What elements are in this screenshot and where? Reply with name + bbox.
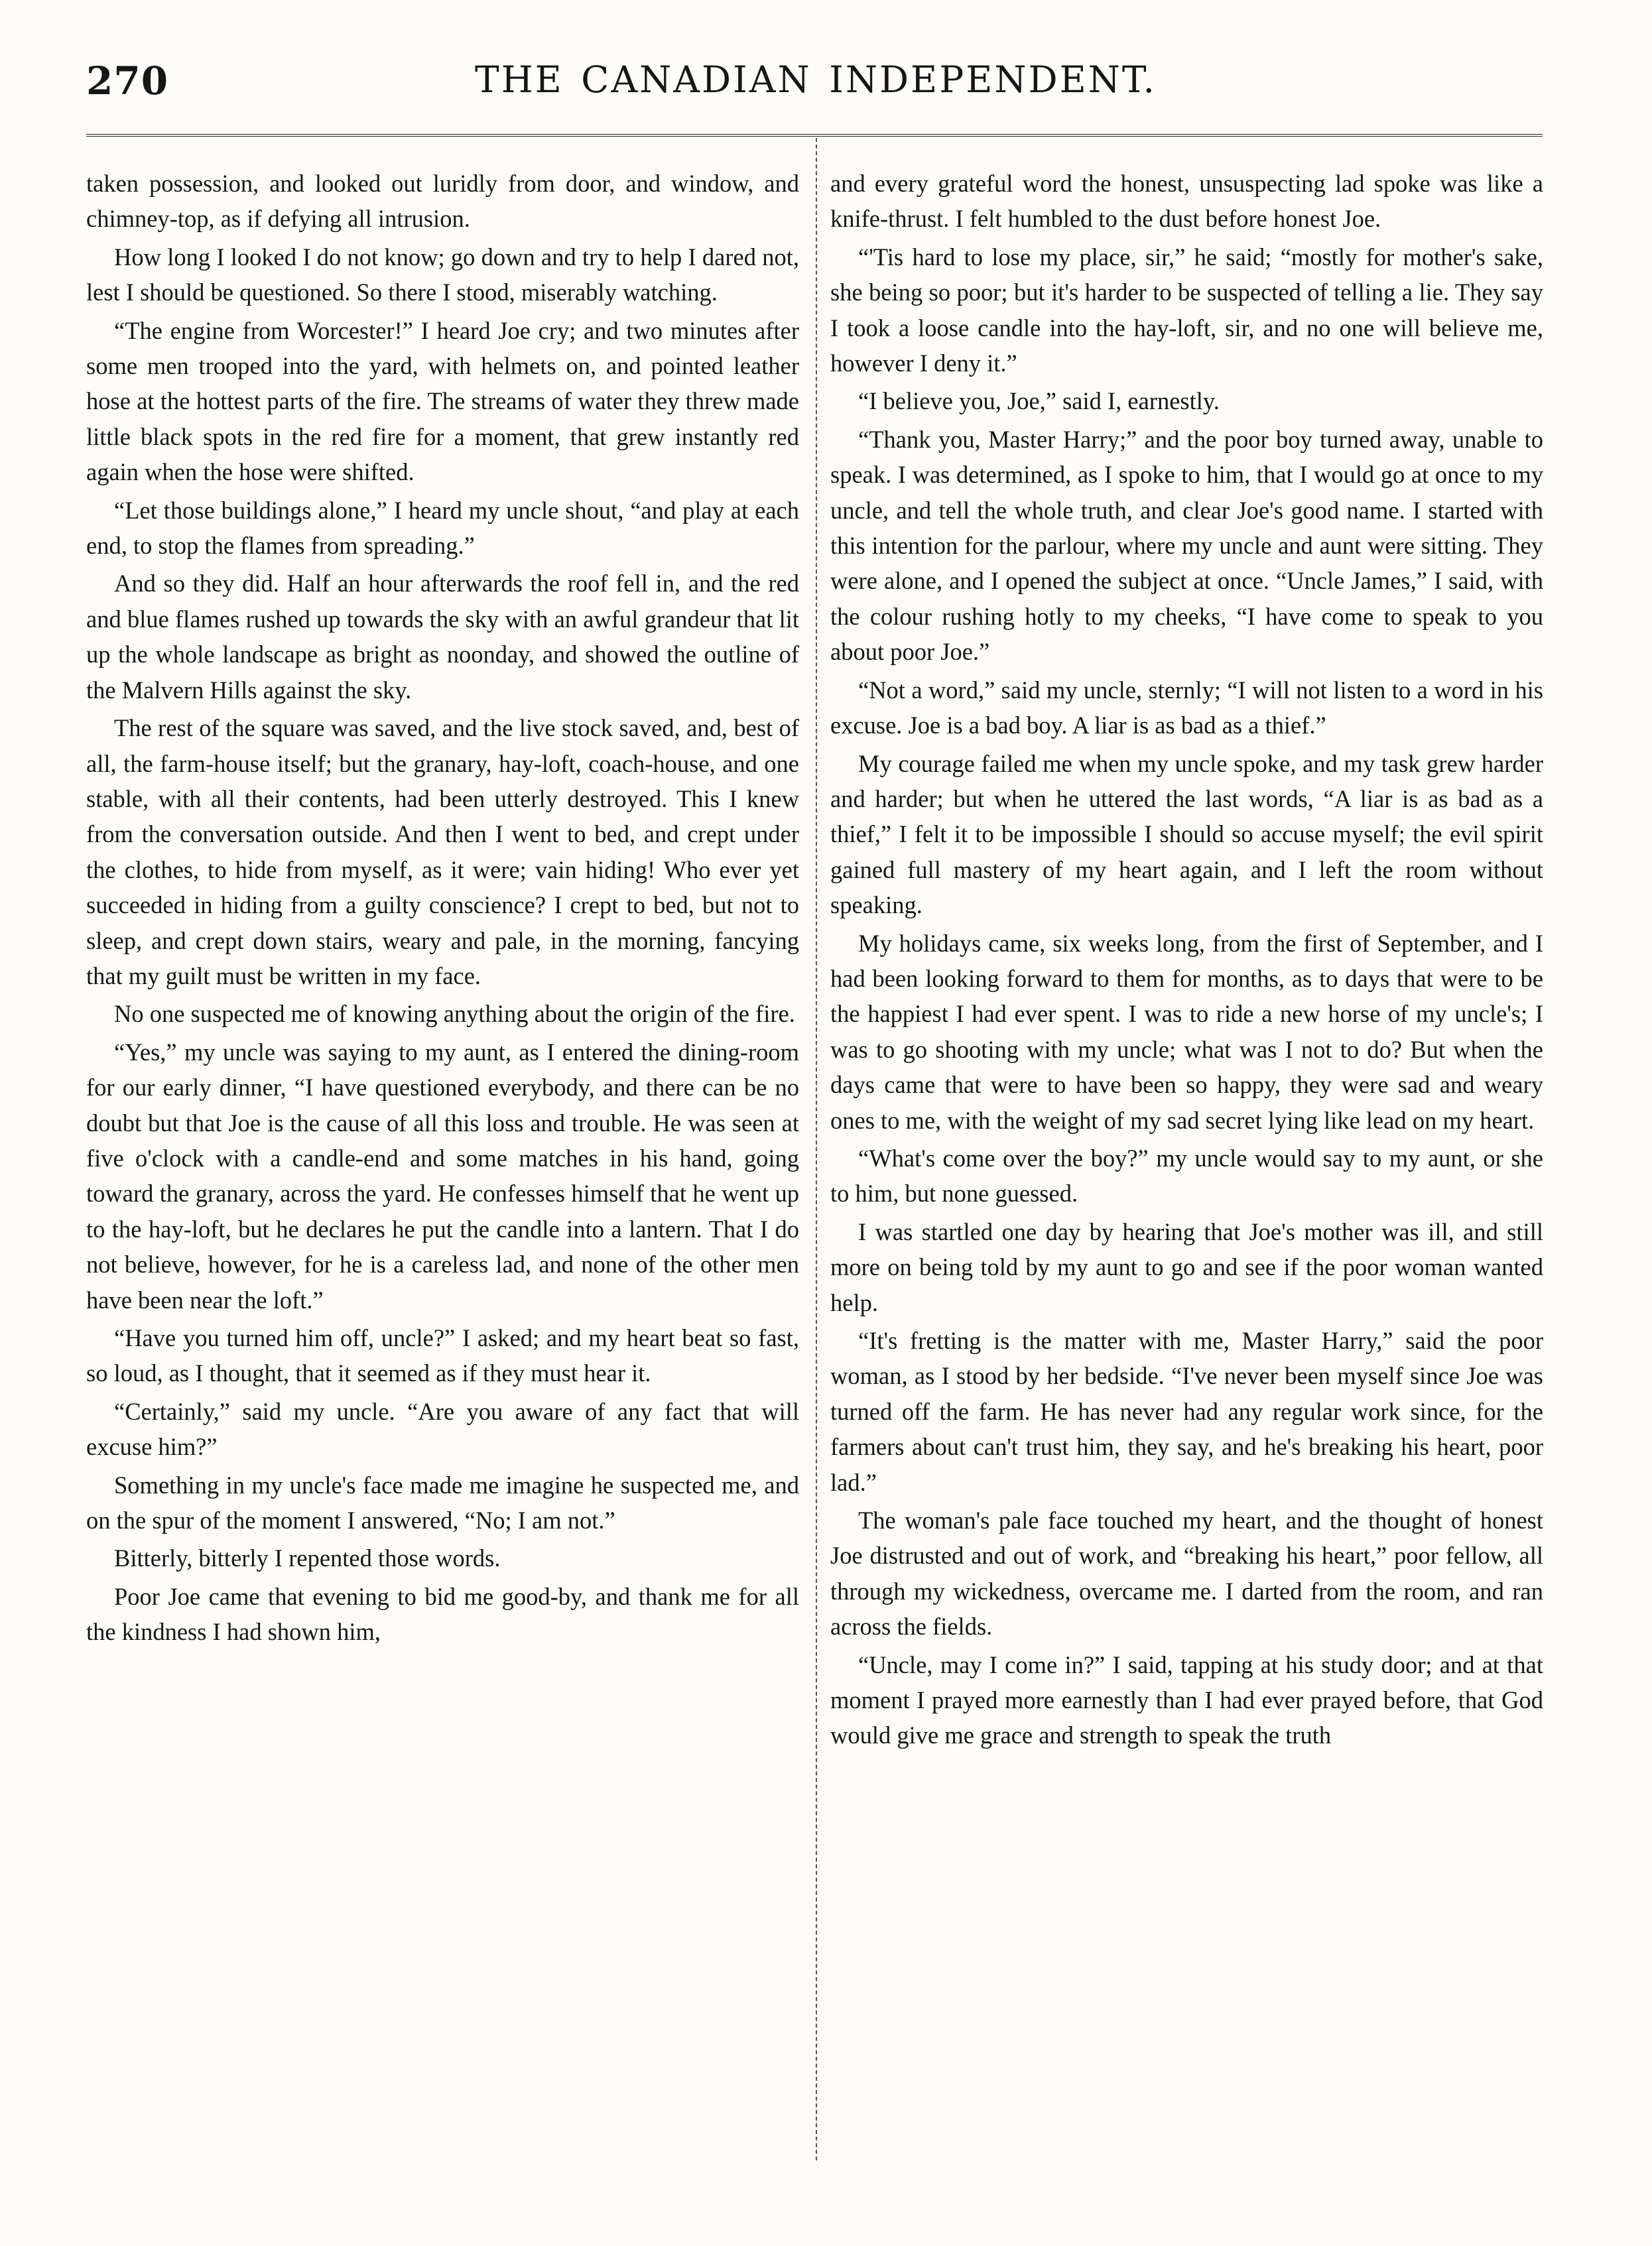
paragraph: “Thank you, Master Harry;” and the poor boy turned away, unable to speak. I was determined, as I spoke to him, that I would go at once to my uncle, and tell the whole truth, and clear Joe's good name. I started with this intention for the parlour, where my uncle and aunt were sitting. They were alone, and I opened the subject at once. “Uncle James,” I said, with the colour rushing hotly to my cheeks, “I have come to speak to you about poor Joe.” <box>830 425 1543 666</box>
paragraph: “Not a word,” said my uncle, sternly; “I will not listen to a word in his excuse. Joe is a bad boy. A liar is as bad as a thief.” <box>830 676 1543 739</box>
page-header <box>86 58 1545 118</box>
paragraph: “The engine from Worcester!” I heard Joe cry; and two minutes after some men trooped into the yard, with helmets on, and pointed leather hose at the hottest parts of the fire. The streams of water they threw made little black spots in the red fire for a moment, that grew instantly red again when the hose were shifted. <box>86 316 799 486</box>
left-column <box>86 166 799 1650</box>
paragraph: and every grateful word the honest, unsuspecting lad spoke was like a knife-thrust. I felt humbled to the dust before honest Joe. <box>830 170 1543 233</box>
paragraph: My courage failed me when my uncle spoke, and my task grew harder and harder; but when he uttered the last words, “A liar is as bad as a thief,” I felt it to be impossible I should so accuse myself; the evil spirit gained full mastery of my heart again, and I left the room without speaking. <box>830 749 1543 919</box>
paragraph: I was startled one day by hearing that Joe's mother was ill, and still more on being told by my aunt to go and see if the poor woman wanted help. <box>830 1217 1543 1316</box>
page-number: 270 <box>86 58 169 103</box>
paragraph: “Uncle, may I come in?” I said, tapping at his study door; and at that moment I prayed more earnestly than I had ever prayed before, that God would give me grace and strength to speak the truth <box>830 1651 1543 1749</box>
paragraph: And so they did. Half an hour afterwards the roof fell in, and the red and blue flames rushed up towards the sky with an awful grandeur that lit up the whole landscape as bright as noonday, and showed the outline of the Malvern Hills against the sky. <box>86 570 799 704</box>
paragraph: “Let those buildings alone,” I heard my uncle shout, “and play at each end, to stop the flames from spreading.” <box>86 496 799 560</box>
column-divider <box>816 138 817 2160</box>
paragraph: The rest of the square was saved, and the live stock saved, and, best of all, the farm-house itself; but the granary, hay-loft, coach-house, and one stable, with all their contents, had been utterly destroyed. This I knew from the conversation outside. And then I went to bed, and crept under the clothes, to hide from myself, as it were; vain hiding! Who ever yet succeeded in hiding from a guilty conscience? I crept to bed, but not to sleep, and crept down stairs, weary and pale, in the morning, fancying that my guilt must be written in my face. <box>86 714 799 989</box>
paragraph: “Certainly,” said my uncle. “Are you aware of any fact that will excuse him?” <box>86 1397 799 1461</box>
paragraph: “What's come over the boy?” my uncle would say to my aunt, or she to him, but none guessed. <box>830 1144 1543 1208</box>
paragraph: taken possession, and looked out luridly from door, and window, and chimney-top, as if defying all intrusion. <box>86 170 799 233</box>
paragraph: “Yes,” my uncle was saying to my aunt, as I entered the dining-room for our early dinner, “I have questioned everybody, and there can be no doubt but that Joe is the cause of all this loss and trouble. He was seen at five o'clock with a candle-end and some matches in his hand, going toward the granary, across the yard. He confesses himself that he went up to the hay-loft, but he declares he put the candle into a lantern. That I do not believe, however, for he is a careless lad, and none of the other men have been near the loft.” <box>86 1038 799 1314</box>
paragraph: “'Tis hard to lose my place, sir,” he said; “mostly for mother's sake, she being so poor; but it's harder to be suspected of telling a lie. They say I took a loose candle into the hay-loft, sir, and no one will believe me, however I deny it.” <box>830 243 1543 377</box>
paragraph: Something in my uncle's face made me imagine he suspected me, and on the spur of the moment I answered, “No; I am not.” <box>86 1471 799 1534</box>
paragraph: “I believe you, Joe,” said I, earnestly. <box>858 387 1220 415</box>
paragraph: “It's fretting is the matter with me, Master Harry,” said the poor woman, as I stood by her bedside. “I've never been myself since Joe was turned off the farm. He has never had any regular work since, for the farmers about can't trust him, they say, and he's breaking his heart, poor lad.” <box>830 1327 1543 1496</box>
header-rule <box>86 134 1543 137</box>
publication-title: THE CANADIAN INDEPENDENT. <box>475 58 1157 101</box>
right-column <box>830 166 1543 1753</box>
paragraph: The woman's pale face touched my heart, and the thought of honest Joe distrusted and out of work, and “breaking his heart,” poor fellow, all through my wickedness, overcame me. I darted from the room, and ran across the fields. <box>830 1507 1543 1641</box>
paragraph: Poor Joe came that evening to bid me good-by, and thank me for all the kindness I had shown him, <box>86 1582 799 1646</box>
paragraph: “Have you turned him off, uncle?” I asked; and my heart beat so fast, so loud, as I thought, that it seemed as if they must hear it. <box>86 1324 799 1387</box>
paragraph: Bitterly, bitterly I repented those words. <box>114 1544 501 1572</box>
paragraph: My holidays came, six weeks long, from the first of September, and I had been looking forward to them for months, as to days that were to be the happiest I had ever spent. I was to ride a new horse of my uncle's; I was to go shooting with my uncle; what was I not to do? But when the days came that were to have been so happy, they were sad and weary ones to me, with the weight of my sad secret lying like lead on my heart. <box>830 929 1543 1134</box>
paragraph: No one suspected me of knowing anything about the origin of the fire. <box>114 1000 795 1028</box>
paragraph: How long I looked I do not know; go down and try to help I dared not, lest I should be questioned. So there I stood, miserably watching. <box>86 243 799 306</box>
